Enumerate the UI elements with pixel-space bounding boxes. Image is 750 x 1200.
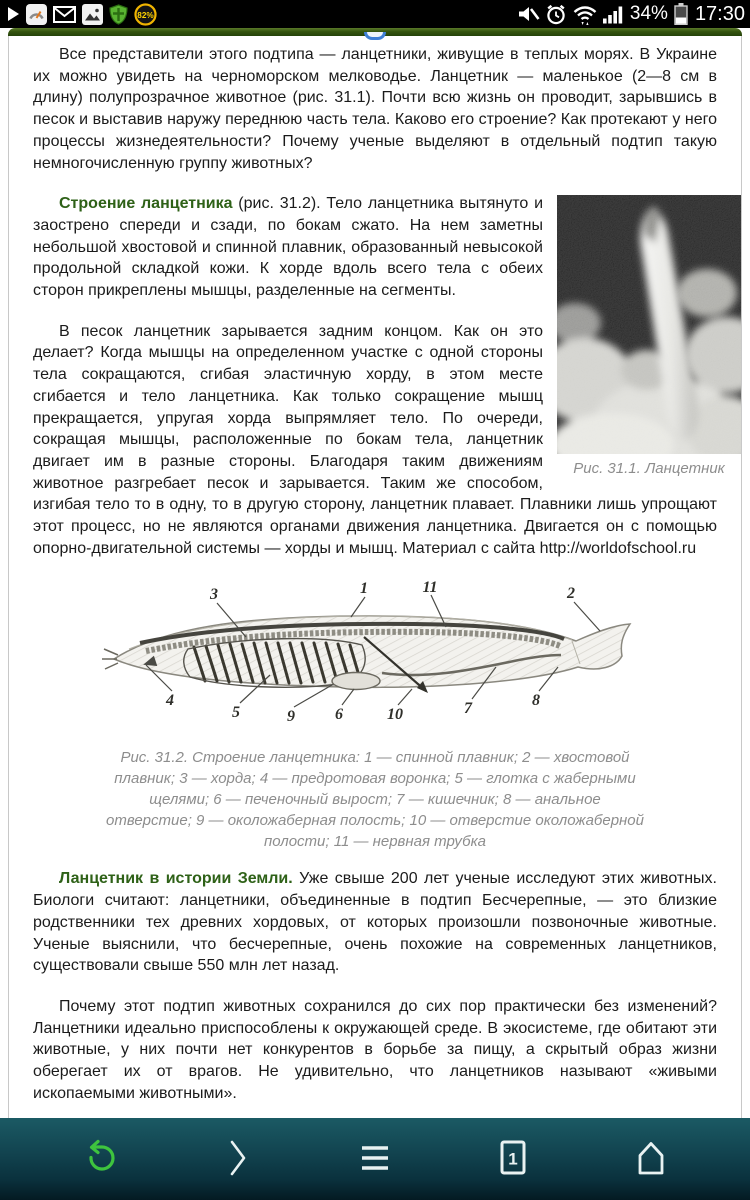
- battery-saver-badge: [134, 3, 157, 26]
- menu-icon: [355, 1139, 395, 1177]
- mail-icon: [53, 6, 76, 23]
- battery-icon: [674, 3, 688, 25]
- label-10: 10: [387, 706, 403, 724]
- page-top-strip: [8, 28, 742, 36]
- antivirus-shield-icon: [109, 4, 128, 25]
- paragraph-history-text: Уже свыше 200 лет ученые исследуют этих животных. Биологи считают: ланцетники, объединенные в подтип Бесчерепные, — это близкие родственники тех древних хордовых, от которых произошли позвоночные животные. Ученые выяснили, что бесчерепные, очень похожие на современных ланцетников, существовали свыше 550 млн лет назад.: [33, 870, 717, 975]
- section-heading-structure: Строение ланцетника: [59, 195, 233, 213]
- notification-icons: [7, 3, 517, 26]
- battery-saver-percent: 82%: [137, 10, 154, 20]
- label-4: 4: [166, 692, 174, 710]
- paragraph-structure-text: (рис. 31.2). Тело ланцетника вытянуто и заострено спереди и сзади, по бокам сжато. На нем заметны небольшой хвостовой и спинной плавник, образованный невысокой продольной складкой кожи. К хорде вдоль всего тела с обеих сторон прикреплены мышцы, разделенные на сегменты.: [33, 195, 544, 300]
- lancelet-photo-image: [557, 195, 741, 454]
- label-7: 7: [464, 700, 472, 718]
- liver-outgrowth: [332, 673, 380, 690]
- section-heading-history: Ланцетник в истории Земли.: [59, 870, 293, 888]
- signal-icon: [603, 5, 624, 24]
- label-11: 11: [422, 579, 438, 597]
- menu-button[interactable]: [306, 1139, 444, 1177]
- paragraph-conclusion: Почему этот подтип животных сохранился до сих пор практически без изменений? Ланцетники идеально приспособлены к окружающей среде. В экосистеме, где обитают эти животные, у них почти нет конкурентов в борьбе за пищу, а скрытый образ жизни оберегает их от врагов. Не удивительно, что ланцетников называют «живыми ископаемыми животными».: [33, 997, 717, 1102]
- label-6: 6: [335, 706, 343, 724]
- label-9: 9: [287, 708, 295, 726]
- paragraph-history: [33, 868, 717, 977]
- paragraph-intro: Все представители этого подтипа — ланцетники, живущие в теплых морях. В Украине их можно увидеть на черноморском мелководье. Ланцетник — маленькое (2—8 см в длину) полупрозрачное животное (рис. 31.1). Почти всю жизнь он проводит, зарывшись в песок и выставив наружу переднюю часть тела. Каково его строение? Как протекают у него процессы жизнедеятельности? Почему ученые выделяют в отдельный подтип такую немногочисленную группу животных?: [33, 46, 717, 172]
- label-2: 2: [567, 585, 575, 603]
- status-bar: [0, 0, 750, 28]
- figure2-caption: Рис. 31.2. Строение ланцетника: 1 — спинной плавник; 2 — хвостовой плавник; 3 — хорда; 4 — предротовая воронка; 5 — глотка с жаберными щелями; 6 — печеночный вырост; 7 — кишечник; 8 — анальное отверстие; 9 — околожаберная полость; 10 — отверстие околожаберной полости; 11 — нервная трубка: [106, 749, 644, 851]
- forward-button[interactable]: [168, 1139, 306, 1177]
- back-icon: [80, 1139, 118, 1177]
- lancelet-diagram-image: [94, 579, 656, 739]
- back-button[interactable]: [30, 1139, 168, 1177]
- figure-lancelet-photo: [557, 195, 741, 479]
- figure-lancelet-diagram: [94, 579, 656, 852]
- system-status-icons: [517, 3, 745, 26]
- battery-percent-label: 34%: [629, 3, 668, 24]
- label-8: 8: [532, 692, 540, 710]
- home-button[interactable]: [582, 1139, 720, 1177]
- speedometer-app-icon: [26, 4, 47, 25]
- figure1-caption: Рис. 31.1. Ланцетник: [573, 460, 725, 478]
- wifi-icon: [572, 4, 598, 25]
- forward-icon: [218, 1139, 256, 1177]
- play-icon: [7, 6, 20, 22]
- tabs-icon: [494, 1139, 532, 1177]
- home-icon: [632, 1139, 670, 1177]
- tabs-button[interactable]: [444, 1139, 582, 1177]
- oral-cirri: [102, 649, 118, 669]
- alarm-icon: [545, 4, 567, 25]
- label-1: 1: [360, 580, 368, 598]
- label-5: 5: [232, 704, 240, 722]
- page-content: [8, 36, 742, 1118]
- gallery-app-icon: [82, 4, 103, 25]
- paragraph-movement: В песок ланцетник зарывается задним концом. Как он это делает? Когда мышцы на определенном участке с одной стороны тела сокращаются, сгибая эластичную хорду, в этом месте сгибается и тело ланцетника. Как только сокращение мышц прекращается, упругая хорда выпрямляет тело. По очереди, сокращая мышцы, расположенные по бокам тела, ланцетник двигает им в разные стороны. Благодаря таким движениям животное разгребает песок и зарывается. Таким же способом, изгибая тело то в одну, то в другую сторону, ланцетник плавает. Плавники лишь упрощают этот процесс, но не являются органами движения ланцетника. Двигается он с помощью опорно-двигательной системы — хорды и мышц. Материал с сайта http://worldofschool.ru: [33, 322, 717, 557]
- browser-nav-bar: [0, 1118, 750, 1200]
- clock-label: 17:30: [694, 2, 745, 25]
- mute-icon: [517, 4, 540, 24]
- label-3: 3: [210, 586, 218, 604]
- tab-count-label: 1: [508, 1149, 518, 1169]
